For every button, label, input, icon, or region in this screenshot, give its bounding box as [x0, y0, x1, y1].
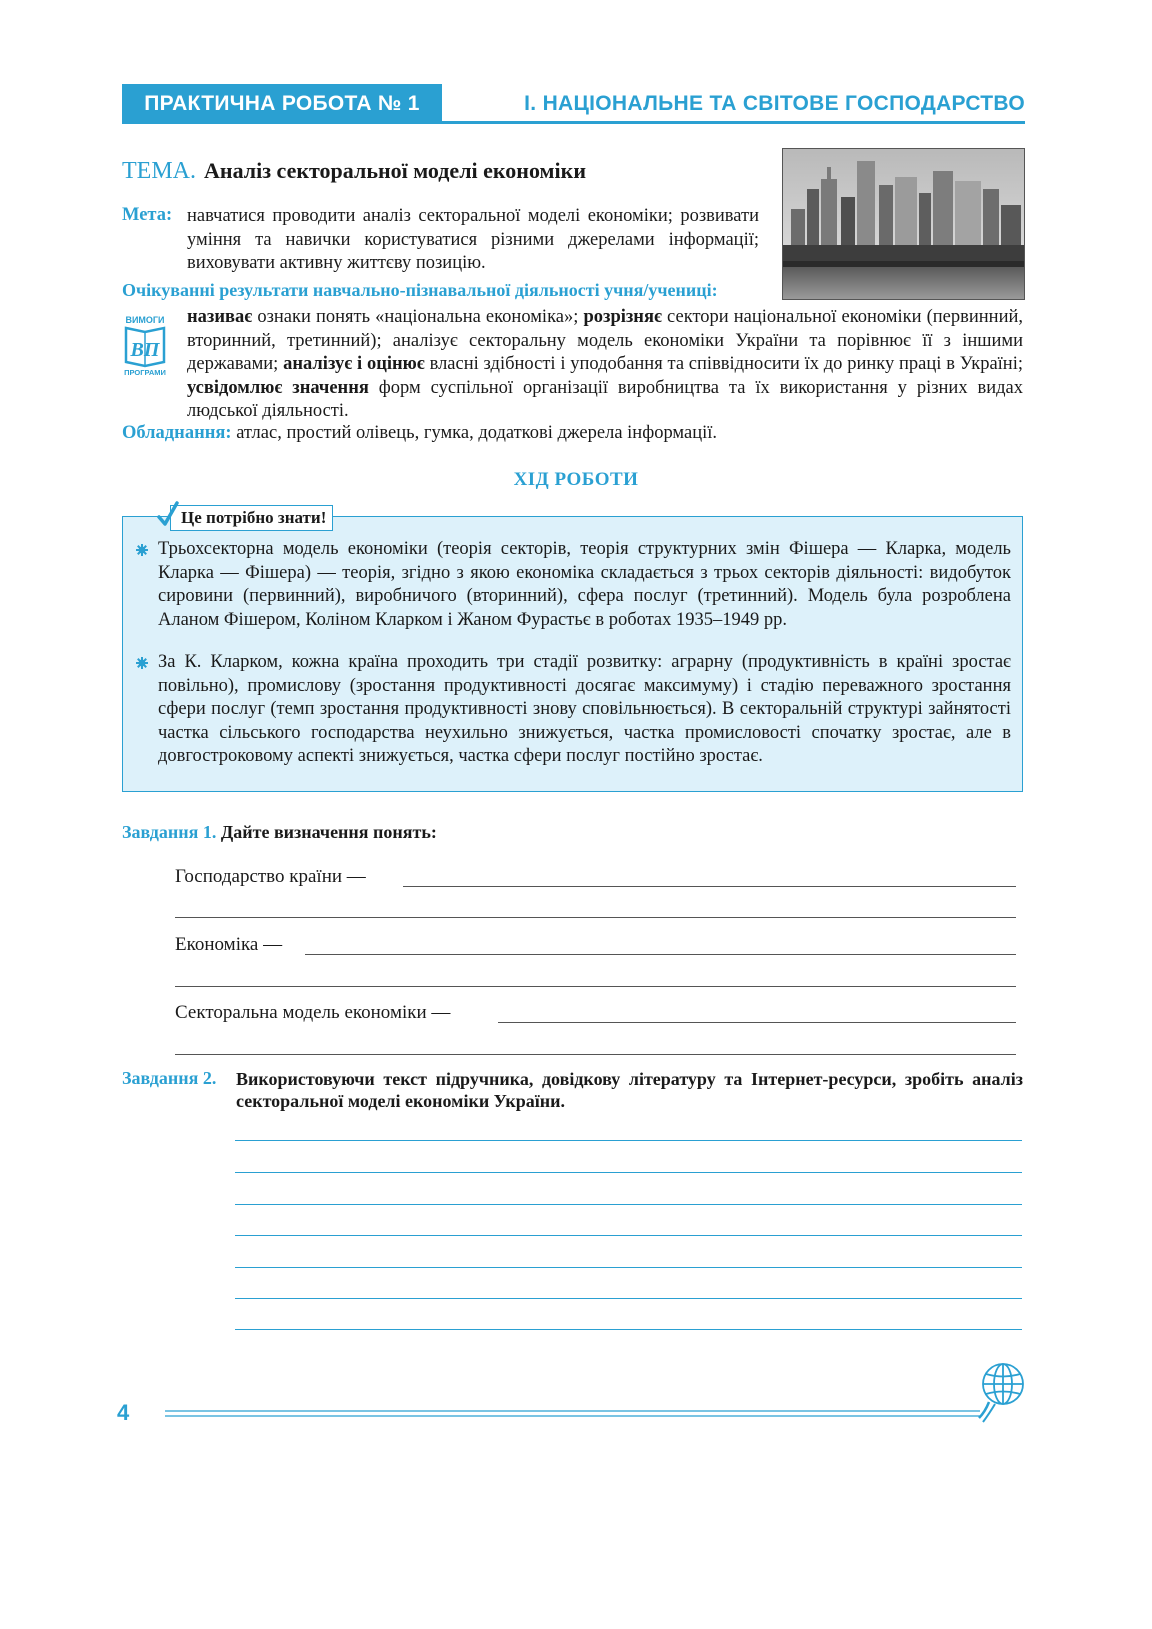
answer-line[interactable]	[403, 886, 1016, 887]
equipment-label: Обладнання:	[122, 423, 232, 443]
req-text-2: сектори національної економіки (первинний, вторинний, третинний); аналізує секторальну модель економіки України та порівнює її з іншими державами;	[187, 307, 1023, 374]
answer-line[interactable]	[235, 1235, 1022, 1236]
topic-heading	[122, 158, 586, 185]
definition-label-economy-of-country: Господарство країни —	[175, 866, 366, 887]
expected-results-heading: Очікуванні результати навчально-пізнавальної діяльності учня/учениці:	[122, 280, 718, 300]
section-header	[122, 84, 1025, 124]
req-text-4: форм суспільної організації виробництва та їх використання у різних видах людської діяльності.	[187, 377, 1024, 421]
badge-bottom-text: ПРОГРАМИ	[124, 368, 166, 376]
answer-line[interactable]	[235, 1329, 1022, 1330]
definition-label-sectoral-model: Секторальна модель економіки —	[175, 1002, 451, 1023]
answer-line[interactable]	[235, 1204, 1022, 1205]
bullet-star-icon	[136, 544, 148, 556]
checkmark-icon	[156, 500, 180, 528]
goal-label: Мета:	[122, 205, 173, 225]
task-1-title: Дайте визначення понять:	[220, 822, 437, 842]
equipment-line	[122, 423, 717, 444]
answer-line[interactable]	[235, 1298, 1022, 1299]
req-text-1: ознаки понять «національна економіка»;	[252, 307, 584, 327]
skyline-image	[783, 149, 1024, 299]
globe-icon	[975, 1360, 1027, 1424]
requirements-text	[187, 306, 1023, 424]
badge-top-text: ВИМОГИ	[125, 315, 165, 325]
answer-line[interactable]	[498, 1022, 1016, 1023]
req-bold-3: аналізує і оцінює	[283, 354, 425, 374]
badge-mid-text: ВП	[130, 339, 160, 361]
req-bold-4: усвідомлює значення	[187, 377, 369, 398]
bullet-star-icon	[136, 657, 148, 669]
answer-line[interactable]	[175, 1054, 1016, 1055]
goal-text: навчатися проводити аналіз секторальної моделі економіки; розвивати уміння та навички користуватися різними джерелами інформації; виховувати активну життєву позицію.	[187, 206, 759, 273]
definition-label-economy: Економіка —	[175, 934, 283, 955]
answer-line[interactable]	[235, 1140, 1022, 1141]
answer-line[interactable]	[235, 1172, 1022, 1173]
req-bold-2: розрізняє	[583, 307, 662, 327]
work-progress-heading: ХІД РОБОТИ	[513, 469, 639, 490]
page-number: 4	[117, 1400, 130, 1425]
section-title: І. НАЦІОНАЛЬНЕ ТА СВІТОВЕ ГОСПОДАРСТВО	[524, 92, 1025, 115]
requirements-book-icon	[120, 314, 170, 376]
answer-line[interactable]	[175, 917, 1016, 918]
req-text-3: власні здібності і уподобання та співвідносити їх до ринку праці в Україні;	[424, 354, 1023, 374]
info-item-2: За К. Кларком, кожна країна проходить три стадії розвитку: аграрну (продуктивність в країні зростає повільно), промислову (зростання продуктивності досягає максимуму) і стадію переважного зростання сфери послуг (темп зростання продуктивності знову сповільнюється). В секторальній структурі зайнятості частка сільського господарства неухильно знижується, частка промисловості спочатку зростає, але в довгостроковому аспекті знижується, частка сфери послуг постійно зростає.	[158, 652, 1011, 766]
req-bold-1: називає	[187, 307, 253, 327]
topic-label: ТЕМА.	[122, 158, 196, 184]
task-2-label: Завдання 2.	[122, 1068, 217, 1088]
info-item-1: Трьохсекторна модель економіки (теорія секторів, теорія структурних змін Фішера — Кларка, модель Кларка — Фішера) — теорія, згідно з якою економіка складається з трьох секторів діяльності: видобуток сировини (первинний), виробничого (вторинний), сфера послуг (третинний). Модель була розроблена Аланом Фішером, Коліном Кларком і Жаном Фурастьє в роботах 1935–1949 рр.	[158, 539, 1011, 630]
equipment-text: атлас, простий олівець, гумка, додаткові джерела інформації.	[231, 423, 718, 443]
answer-line[interactable]	[305, 954, 1016, 955]
footer-rule	[165, 1408, 980, 1418]
task-1-heading	[122, 822, 437, 843]
answer-line[interactable]	[175, 986, 1016, 987]
must-know-label: Це потрібно знати!	[170, 505, 333, 531]
header-divider	[122, 121, 1025, 124]
practical-work-title: ПРАКТИЧНА РОБОТА № 1	[122, 84, 442, 124]
program-requirements-badge	[120, 314, 170, 376]
answer-line[interactable]	[235, 1267, 1022, 1268]
task-1-label: Завдання 1.	[122, 822, 217, 842]
topic-text: Аналіз секторальної моделі економіки	[204, 158, 587, 183]
task-2-text: Використовуючи текст підручника, довідкову літературу та Інтернет-ресурси, зробіть аналіз секторальної моделі економіки України.	[236, 1069, 1023, 1111]
city-skyline-photo	[782, 148, 1025, 300]
